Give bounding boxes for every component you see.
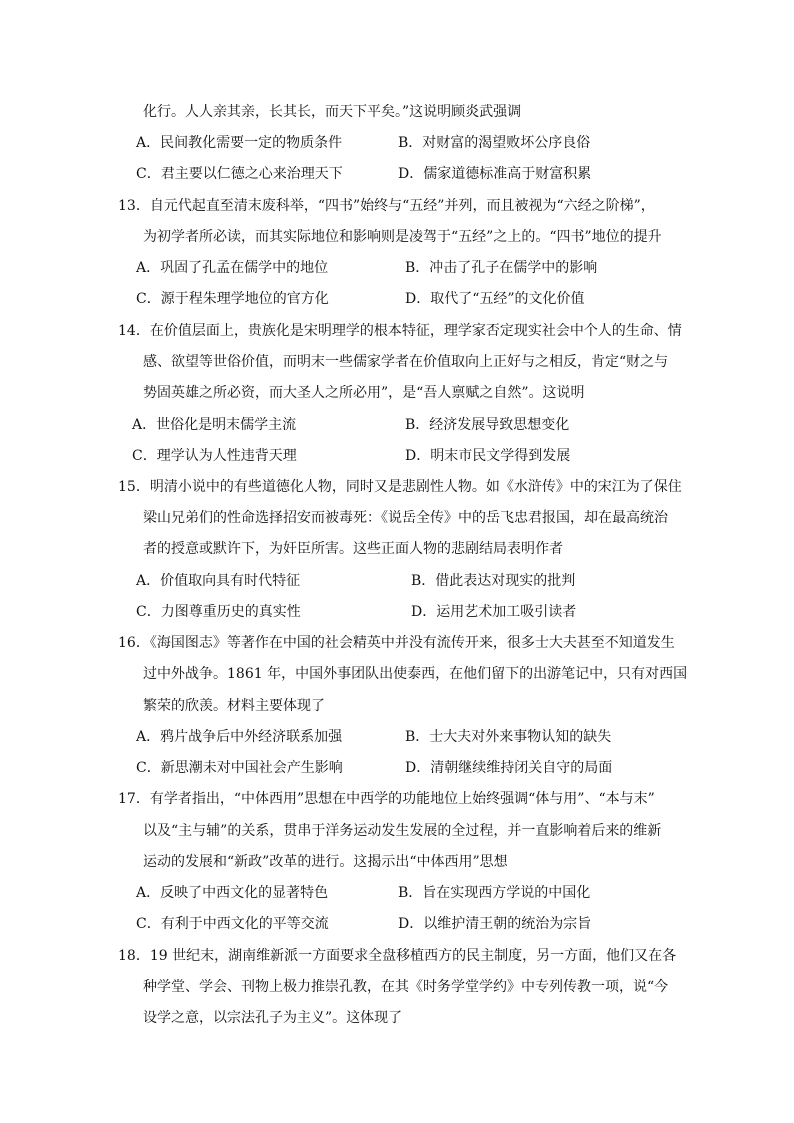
question-15-line-3: 者的授意或默许下，为奸臣所害。这些正面人物的悲剧结局表明作者 — [143, 541, 563, 557]
option-b: B．对财富的渴望败坏公序良俗 — [398, 135, 591, 151]
question-13-line-1: 13．自元代起直至清末废科举，“四书”始终与“五经”并列，而且被视为“六经之阶梯”， — [118, 198, 655, 214]
option-b: B．经济发展导致思想变化 — [405, 417, 570, 433]
option-b: B．借此表达对现实的批判 — [411, 573, 576, 589]
option-b: B．冲击了孔子在儒学中的影响 — [405, 260, 598, 276]
question-17-line-3: 运动的发展和“新政”改革的进行。这揭示出“中体西用”思想 — [143, 854, 508, 870]
question-17-line-1: 17．有学者指出，“中体西用”思想在中西学的功能地位上始终强调“体与用”、“本与末” — [118, 791, 655, 807]
question-15-line-1: 15．明清小说中的有些道德化人物，同时又是悲剧性人物。如《水浒传》中的宋江为了保住 — [118, 479, 682, 495]
question-15-line-2: 梁山兄弟们的性命选择招安而被毒死：《说岳全传》中的岳飞忠君报国，却在最高统治 — [143, 510, 668, 526]
option-a: A．反映了中西文化的显著特色 — [136, 885, 329, 901]
option-c: C．理学认为人性违背天理 — [132, 448, 297, 464]
question-13-line-2: 为初学者所必读，而其实际地位和影响则是凌驾于“五经”之上的。“四书”地位的提升 — [143, 229, 662, 245]
option-b: B．士大夫对外来事物认知的缺失 — [405, 729, 612, 745]
question-14-line-3: 势固英雄之所必资，而大圣人之所必用”，是“吾人禀赋之自然”。这说明 — [143, 385, 585, 401]
option-a: A．世俗化是明末儒学主流 — [132, 417, 297, 433]
question-16-line-2: 过中外战争。1861 年，中国外事团队出使泰西，在他们留下的出游笔记中，只有对西国 — [143, 666, 688, 682]
question-18-line-2: 种学堂、学会、刊物上极力推崇孔教，在其《时务学堂学约》中专列传教一项，说“今 — [143, 979, 669, 995]
option-d: D．清朝继续维持闭关自守的局面 — [405, 760, 613, 776]
question-14-line-1: 14．在价值层面上，贵族化是宋明理学的根本特征，理学家否定现实社会中个人的生命、情 — [118, 323, 682, 339]
option-c: C．有利于中西文化的平等交流 — [136, 916, 329, 932]
question-18-line-1: 18．19 世纪末，湖南维新派一方面要求全盘移植西方的民主制度，另一方面，他们又在各 — [118, 948, 677, 964]
option-d: D．儒家道德标准高于财富积累 — [398, 166, 592, 182]
option-c: C．力图尊重历史的真实性 — [136, 604, 301, 620]
option-a: A．鸦片战争后中外经济联系加强 — [136, 729, 343, 745]
option-d: D．取代了“五经”的文化价值 — [405, 291, 585, 307]
option-c: C．新思潮未对中国社会产生影响 — [136, 760, 343, 776]
option-d: D．明末市民文学得到发展 — [405, 448, 571, 464]
question-18-line-3: 设学之意，以宗法孔子为主义”。这体现了 — [143, 1010, 403, 1026]
question-16-line-3: 繁荣的欣羡。材料主要体现了 — [143, 698, 325, 714]
option-a: A．民间教化需要一定的物质条件 — [136, 135, 343, 151]
option-b: B．旨在实现西方学说的中国化 — [398, 885, 591, 901]
question-text-line: 化行。人人亲其亲，长其长，而天下平矣。”这说明顾炎武强调 — [143, 104, 522, 120]
option-d: D．以维护清王朝的统治为宗旨 — [398, 916, 592, 932]
option-d: D．运用艺术加工吸引读者 — [411, 604, 577, 620]
option-c: C．源于程朱理学地位的官方化 — [136, 291, 329, 307]
option-c: C．君主要以仁德之心来治理天下 — [136, 166, 343, 182]
question-17-line-2: 以及“主与辅”的关系，贯串于洋务运动发生发展的全过程，并一直影响着后来的维新 — [143, 823, 662, 839]
option-a: A．价值取向具有时代特征 — [136, 573, 301, 589]
question-16-line-1: 16．《海国图志》等著作在中国的社会精英中并没有流传开来，很多士大夫甚至不知道发生 — [118, 635, 675, 651]
option-a: A．巩固了孔孟在儒学中的地位 — [136, 260, 329, 276]
question-14-line-2: 感、欲望等世俗价值，而明末一些儒家学者在价值取向上正好与之相反，肯定“财之与 — [143, 354, 669, 370]
